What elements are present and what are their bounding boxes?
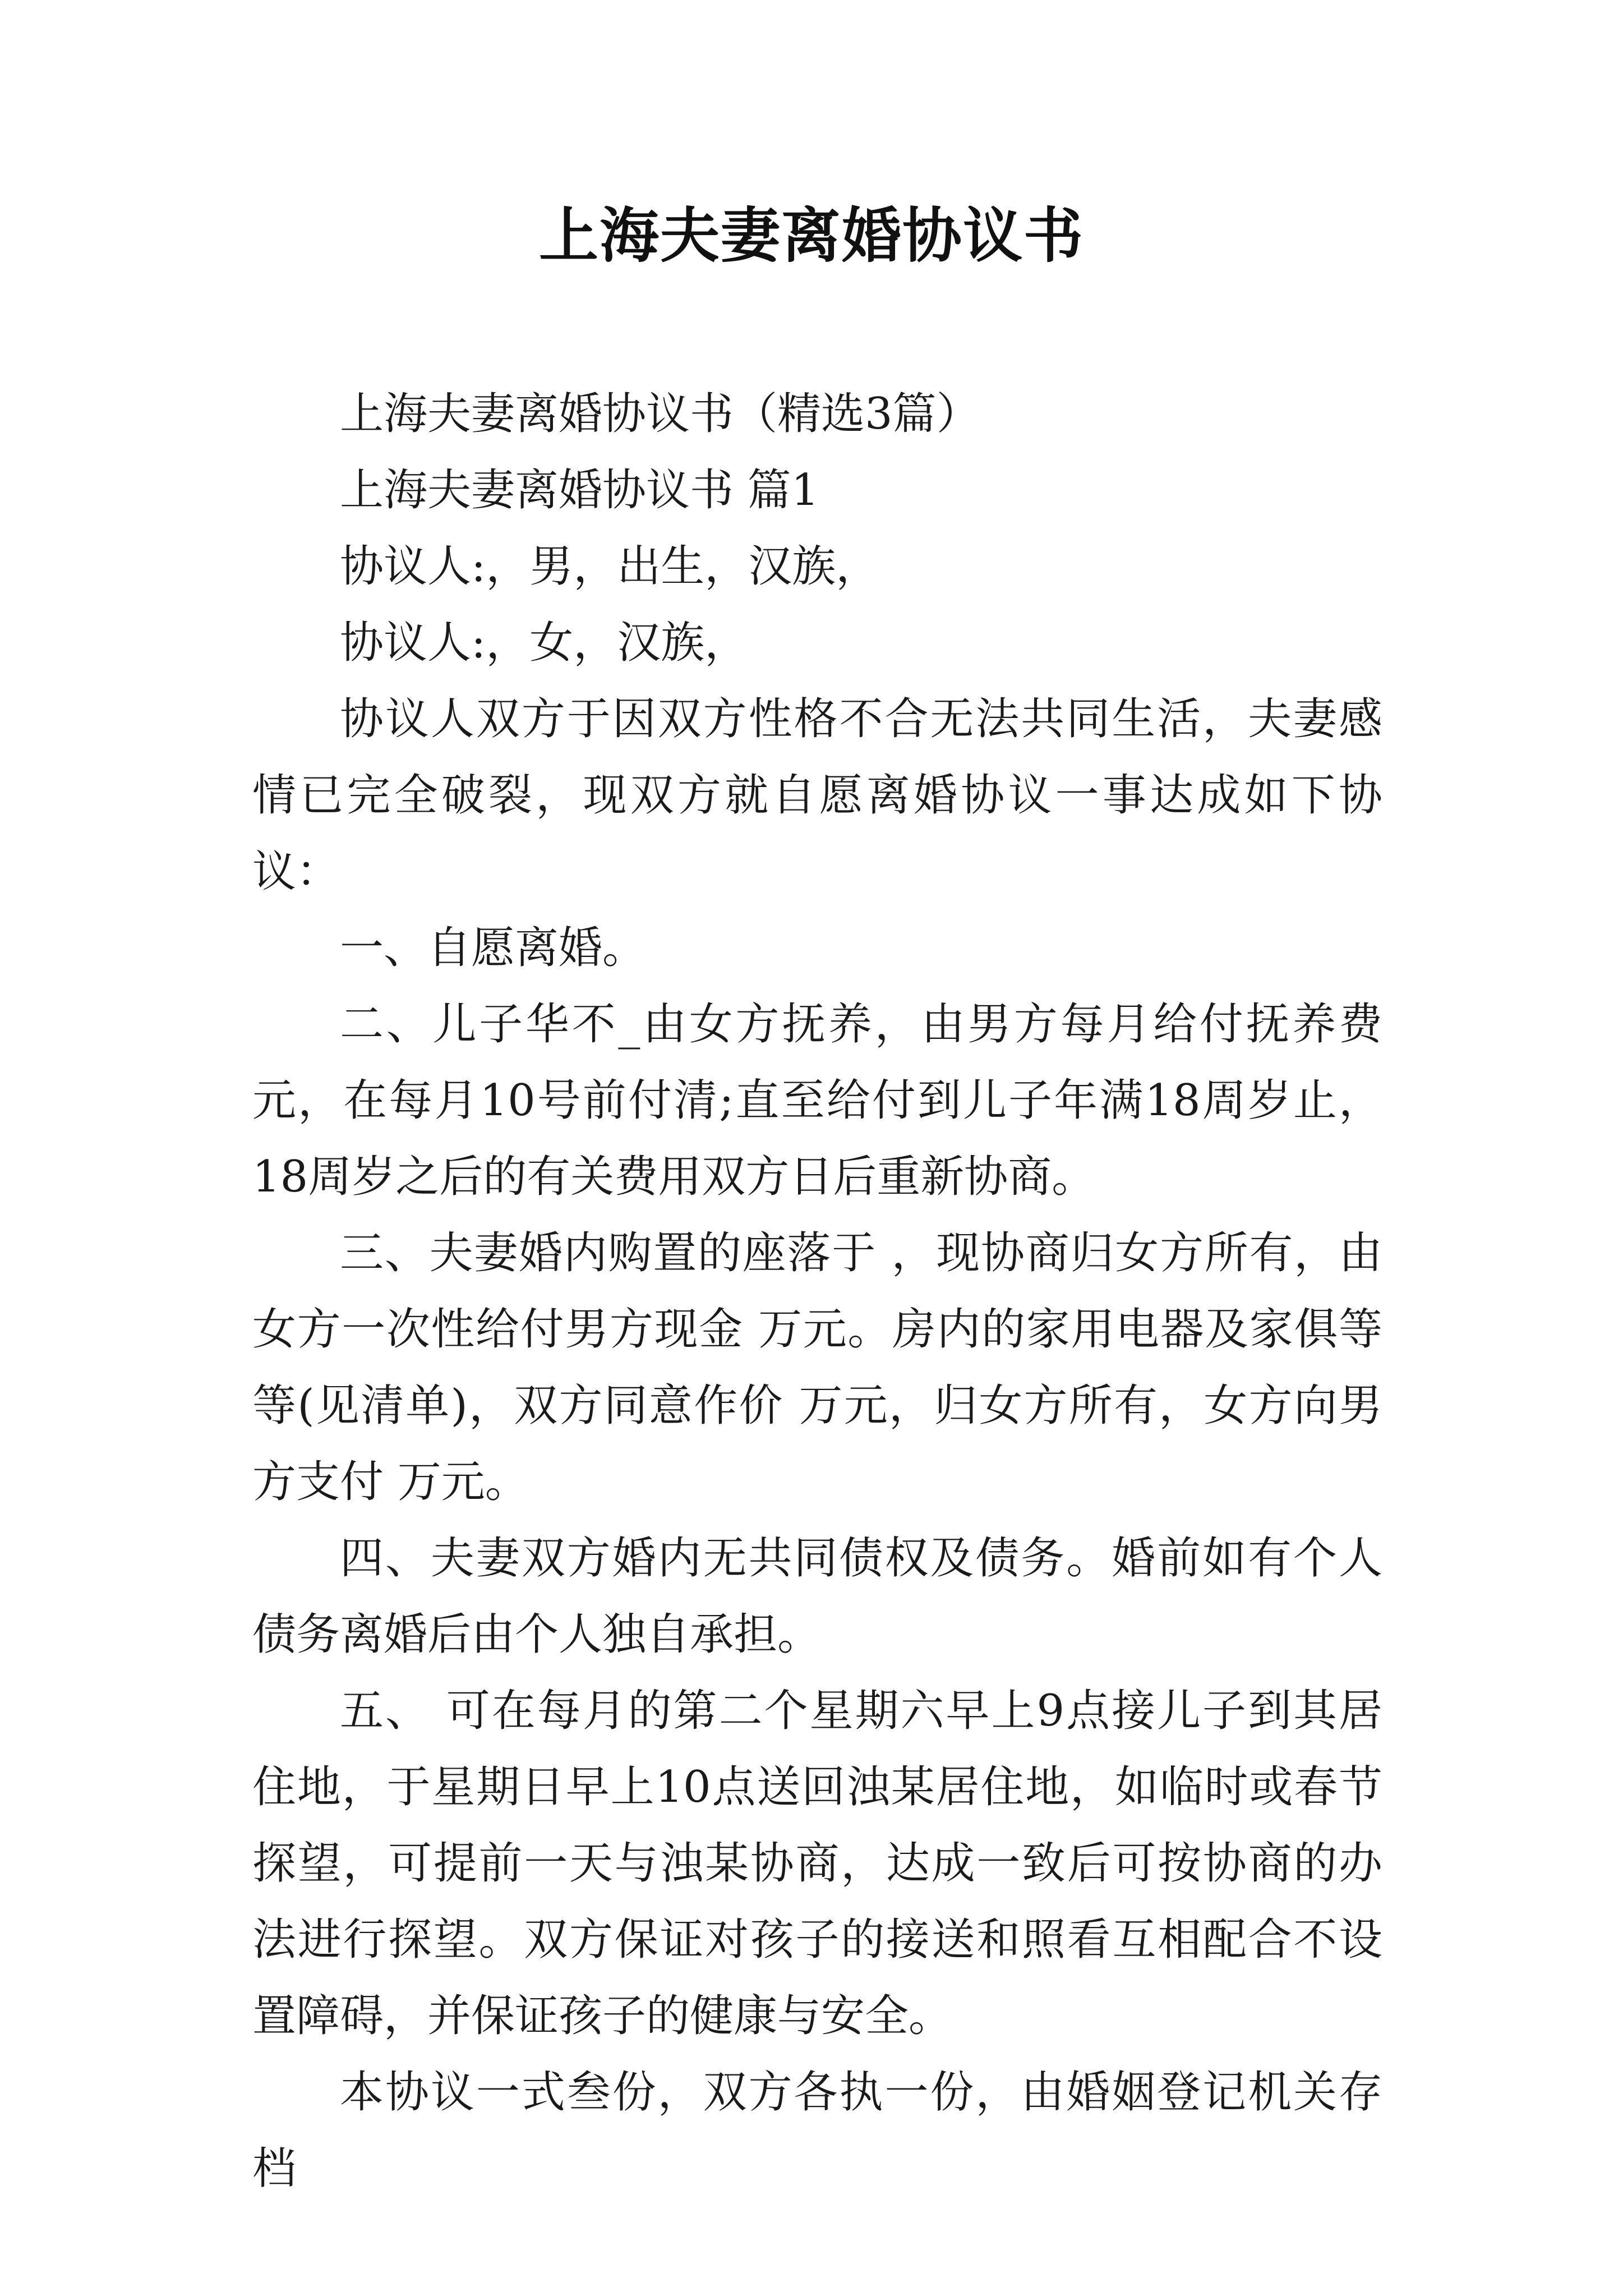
document-title: 上海夫妻离婚协议书 <box>539 200 1084 270</box>
paragraph-party-female: 协议人:，女，汉族， <box>340 618 749 668</box>
paragraph-clause-4: 四、夫妻双方婚内无共同债权及债务。婚前如有个人债务离婚后由个人独自承担。 <box>252 1533 1382 1660</box>
paragraph-clause-2: 二、儿子华不_由女方抚养，由男方每月给付抚养费 元，在每月10号前付清;直至给付到儿子年满18周岁止，18周岁之后的有关费用双方日后重新协商。 <box>252 999 1382 1202</box>
paragraph-part-heading: 上海夫妻离婚协议书 篇1 <box>340 465 819 516</box>
paragraph-clause-1: 一、自愿离婚。 <box>340 923 647 973</box>
document-body <box>252 376 1382 2207</box>
paragraph-copies: 本协议一式叁份，双方各执一份，由婚姻登记机关存档 <box>252 2067 1382 2194</box>
paragraph-party-male: 协议人:，男，出生，汉族， <box>340 541 880 592</box>
paragraph-clause-5: 五、 可在每月的第二个星期六早上9点接儿子到其居住地，于星期日早上10点送回浊某居住地，如临时或春节探望，可提前一天与浊某协商，达成一致后可按协商的办法进行探望。双方保证对孩子的接送和照看互相配合不设置障碍，并保证孩子的健康与安全。 <box>252 1686 1382 2041</box>
paragraph-clause-3: 三、夫妻婚内购置的座落于 ，现协商归女方所有，由女方一次性给付男方现金 万元。房内的家用电器及家俱等等(见清单)，双方同意作价 万元，归女方所有，女方向男方支付 万元。 <box>252 1228 1382 1507</box>
paragraph-preamble: 协议人双方于因双方性格不合无法共同生活，夫妻感情已完全破裂，现双方就自愿离婚协议一事达成如下协议： <box>252 694 1382 897</box>
paragraph-collection-heading: 上海夫妻离婚协议书（精选3篇） <box>340 389 980 439</box>
